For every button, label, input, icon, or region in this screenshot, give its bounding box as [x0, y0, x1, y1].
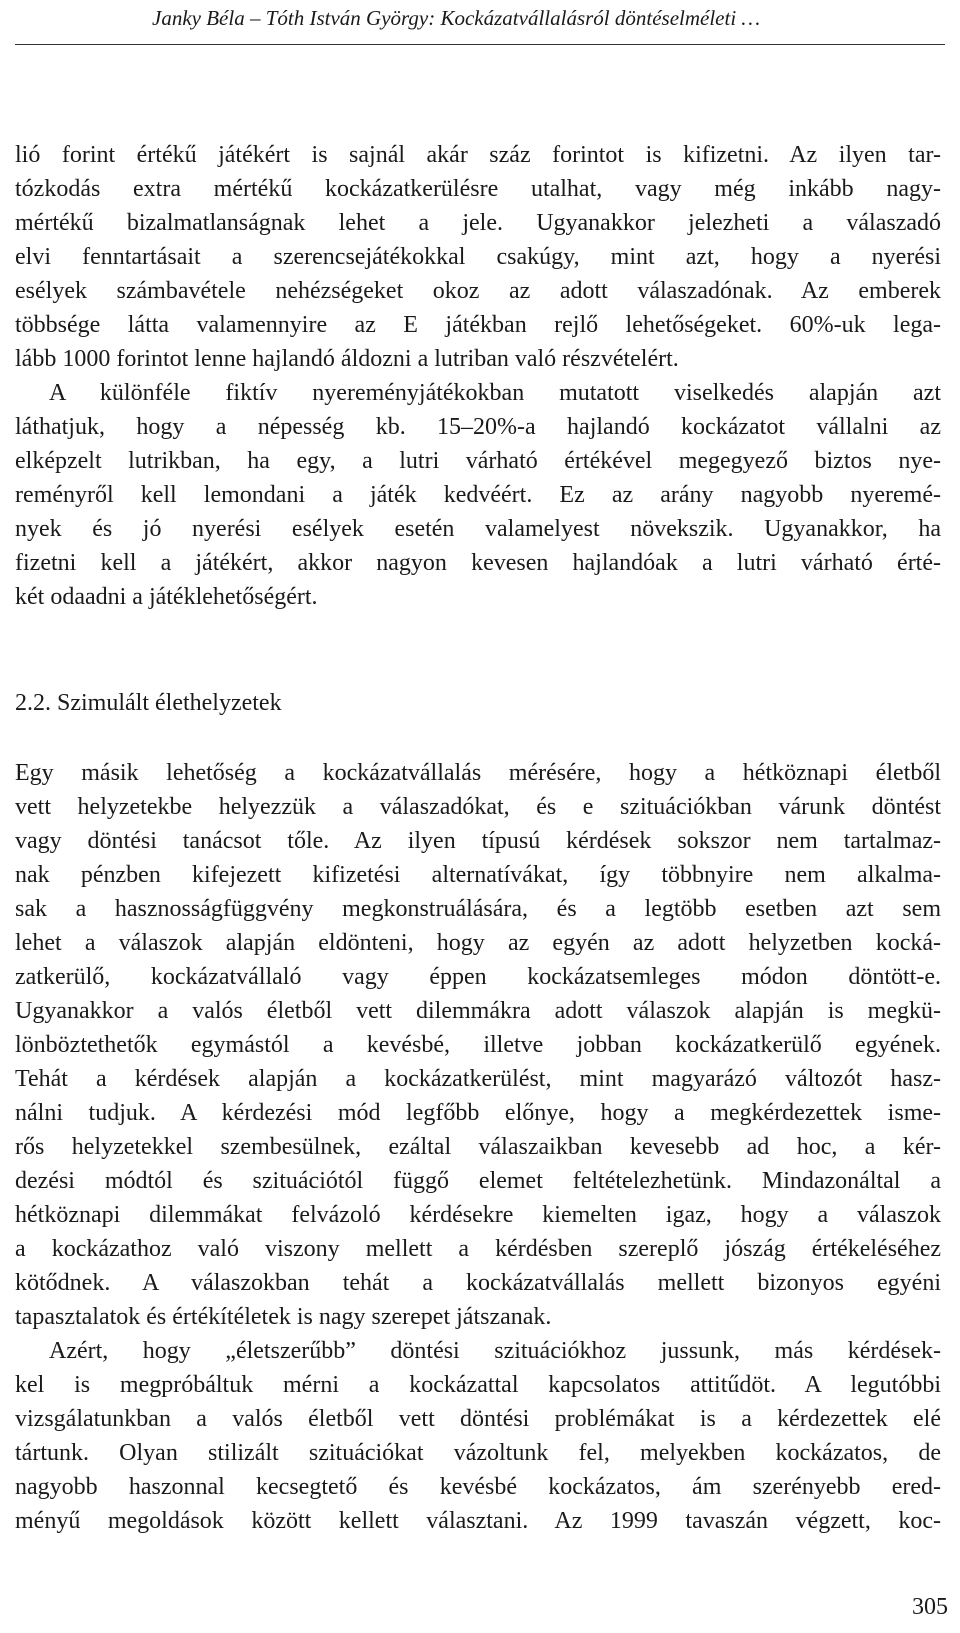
text-line: két odaadni a játéklehetőségért. — [15, 584, 318, 610]
text-line: A különféle fiktív nyereményjátékokban mutatott viselkedés alapján azt — [49, 380, 941, 406]
text-line: zatkerülő, kockázatvállaló vagy éppen kockázatsemleges módon döntött-e. — [15, 964, 941, 990]
text-line: lió forint értékű játékért is sajnál akár száz forintot is kifizetni. Az ilyen tar- — [15, 142, 941, 168]
text-line: rős helyzetekkel szembesülnek, ezáltal válaszaikban kevesebb ad hoc, a kér- — [15, 1134, 941, 1160]
text-line: lönböztethetők egymástól a kevésbé, illetve jobban kockázatkerülő egyének. — [15, 1032, 941, 1058]
text-line: Azért, hogy „életszerűbb” döntési szituációkhoz jussunk, más kérdések- — [49, 1338, 941, 1364]
text-line: mértékű bizalmatlanságnak lehet a jele. Ugyanakkor jelezheti a válaszadó — [15, 210, 941, 236]
text-line: elvi fenntartásait a szerencsejátékokkal csakúgy, mint azt, hogy a nyerési — [15, 244, 941, 270]
text-line: Tehát a kérdések alapján a kockázatkerülést, mint magyarázó változót hasz- — [15, 1066, 941, 1092]
text-line: többsége látta valamennyire az E játékban rejlő lehetőségeket. 60%-uk lega- — [15, 312, 941, 338]
running-header: Janky Béla – Tóth István György: Kockázatvállalásról döntéselméleti … — [152, 6, 761, 30]
text-line: esélyek számbavétele nehézségeket okoz az adott válaszadónak. Az emberek — [15, 278, 941, 304]
text-line: Egy másik lehetőség a kockázatvállalás mérésére, hogy a hétköznapi életből — [15, 760, 941, 786]
text-line: dezési módtól és szituációtól függő elemet feltételezhetünk. Mindazonáltal a — [15, 1168, 941, 1194]
text-line: nagyobb haszonnal kecsegtető és kevésbé kockázatos, ám szerényebb ered- — [15, 1474, 941, 1500]
text-line: láthatjuk, hogy a népesség kb. 15–20%-a hajlandó kockázatot vállalni az — [15, 414, 941, 440]
page-number: 305 — [912, 1594, 948, 1620]
text-line: Ugyanakkor a valós életből vett dilemmákra adott válaszok alapján is megkü- — [15, 998, 941, 1024]
text-line: vett helyzetekbe helyezzük a válaszadókat, és e szituációkban várunk döntést — [15, 794, 941, 820]
text-line: reményről kell lemondani a játék kedvéért. Ez az arány nagyobb nyeremé- — [15, 482, 941, 508]
text-line: sak a hasznosságfüggvény megkonstruálására, és a legtöbb esetben azt sem — [15, 896, 941, 922]
text-line: lább 1000 forintot lenne hajlandó áldozni a lutriban való részvételért. — [15, 346, 679, 372]
text-line: ményű megoldások között kellett választani. Az 1999 tavaszán végzett, koc- — [15, 1508, 941, 1534]
text-line: kötődnek. A válaszokban tehát a kockázatvállalás mellett bizonyos egyéni — [15, 1270, 941, 1296]
text-line: tapasztalatok és értékítéletek is nagy szerepet játszanak. — [15, 1304, 552, 1330]
text-line: lehet a válaszok alapján eldönteni, hogy az egyén az adott helyzetben kocká- — [15, 930, 941, 956]
text-line: a kockázathoz való viszony mellett a kérdésben szereplő jószág értékeléséhez — [15, 1236, 941, 1262]
text-line: nyek és jó nyerési esélyek esetén valamelyest növekszik. Ugyanakkor, ha — [15, 516, 941, 542]
section-heading: 2.2. Szimulált élethelyzetek — [15, 690, 282, 716]
text-line: nálni tudjuk. A kérdezési mód legfőbb előnye, hogy a megkérdezettek isme- — [15, 1100, 941, 1126]
header-divider — [15, 44, 945, 45]
text-line: vizsgálatunkban a valós életből vett döntési problémákat is a kérdezettek elé — [15, 1406, 941, 1432]
text-line: kel is megpróbáltuk mérni a kockázattal kapcsolatos attitűdöt. A legutóbbi — [15, 1372, 941, 1398]
text-line: fizetni kell a játékért, akkor nagyon kevesen hajlandóak a lutri várható érté- — [15, 550, 941, 576]
text-line: nak pénzben kifejezett kifizetési alternatívákat, így többnyire nem alkalma- — [15, 862, 941, 888]
text-line: hétköznapi dilemmákat felvázoló kérdésekre kiemelten igaz, hogy a válaszok — [15, 1202, 941, 1228]
text-line: vagy döntési tanácsot tőle. Az ilyen típusú kérdések sokszor nem tartalmaz- — [15, 828, 941, 854]
text-line: elképzelt lutrikban, ha egy, a lutri várható értékével megegyező biztos nye- — [15, 448, 941, 474]
text-line: tózkodás extra mértékű kockázatkerülésre utalhat, vagy még inkább nagy- — [15, 176, 941, 202]
text-line: tártunk. Olyan stilizált szituációkat vázoltunk fel, melyekben kockázatos, de — [15, 1440, 941, 1466]
